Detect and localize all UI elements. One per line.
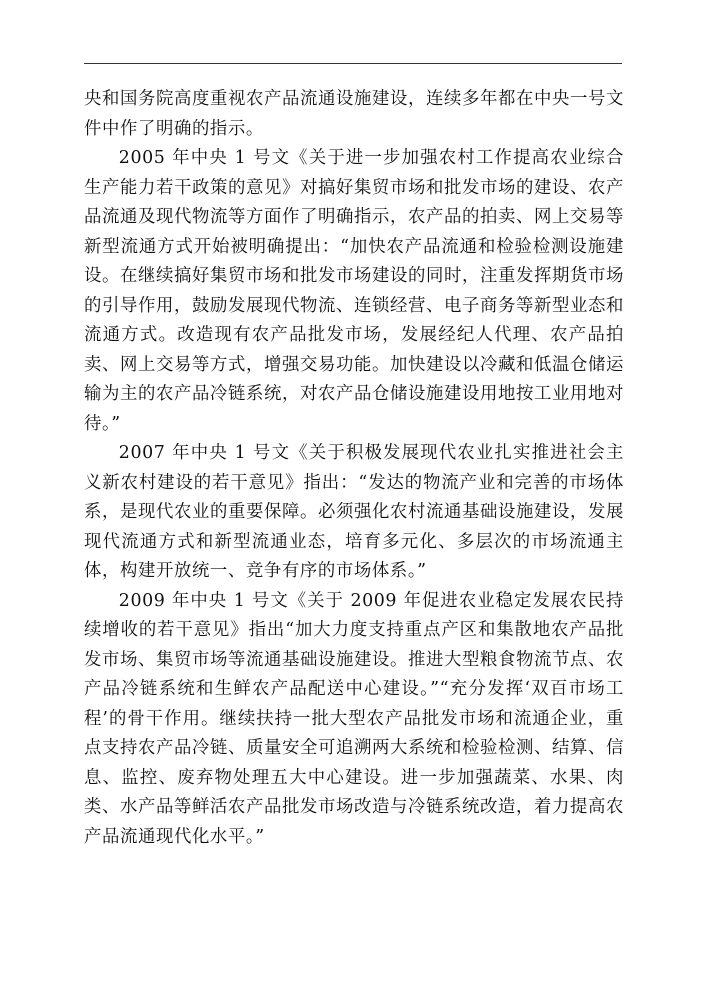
paragraph-2005-document: 2005 年中央 1 号文《关于进一步加强农村工作提高农业综合生产能力若干政策的意见》对搞好集贸市场和批发市场的建设、农产品流通及现代物流等方面作了明确指示，农产品的拍卖、网上交易等新型流通方式开始被明确提出：“加快农产品流通和检验检测设施建设。在继续搞好集贸市场和批发市场建设的同时，注重发挥期货市场的引导作用，鼓励发展现代物流、连锁经营、电子商务等新型业态和流通方式。改造现有农产品批发市场，发展经纪人代理、农产品拍卖、网上交易等方式，增强交易功能。加快建设以冷藏和低温仓储运输为主的农产品冷链系统，对农产品仓储设施建设用地按工业用地对待。” [84,148,624,434]
paragraph-continuation: 央和国务院高度重视农产品流通设施建设，连续多年都在中央一号文件中作了明确的指示。 [84,89,624,139]
document-body [84,85,624,852]
paragraph-2009-document: 2009 年中央 1 号文《关于 2009 年促进农业稳定发展农民持续增收的若干意见》指出“加大力度支持重点产区和集散地农产品批发市场、集贸市场等流通基础设施建设。推进大型粮食物流节点、农产品冷链系统和生鲜农产品配送中心建设。”“充分发挥‘双百市场工程’的骨干作用。继续扶持一批大型农产品批发市场和流通企业，重点支持农产品冷链、质量安全可追溯两大系统和检验检测、结算、信息、监控、废弃物处理五大中心建设。进一步加强蔬菜、水果、肉类、水产品等鲜活农产品批发市场改造与冷链系统改造，着力提高农产品流通现代化水平。” [84,590,624,847]
paragraph-2007-document: 2007 年中央 1 号文《关于积极发展现代农业扎实推进社会主义新农村建设的若干意见》指出：“发达的物流产业和完善的市场体系，是现代农业的重要保障。必须强化农村流通基础设施建设，发展现代流通方式和新型流通业态，培育多元化、多层次的市场流通主体，构建开放统一、竞争有序的市场体系。” [84,443,624,581]
header-rule [84,63,622,64]
